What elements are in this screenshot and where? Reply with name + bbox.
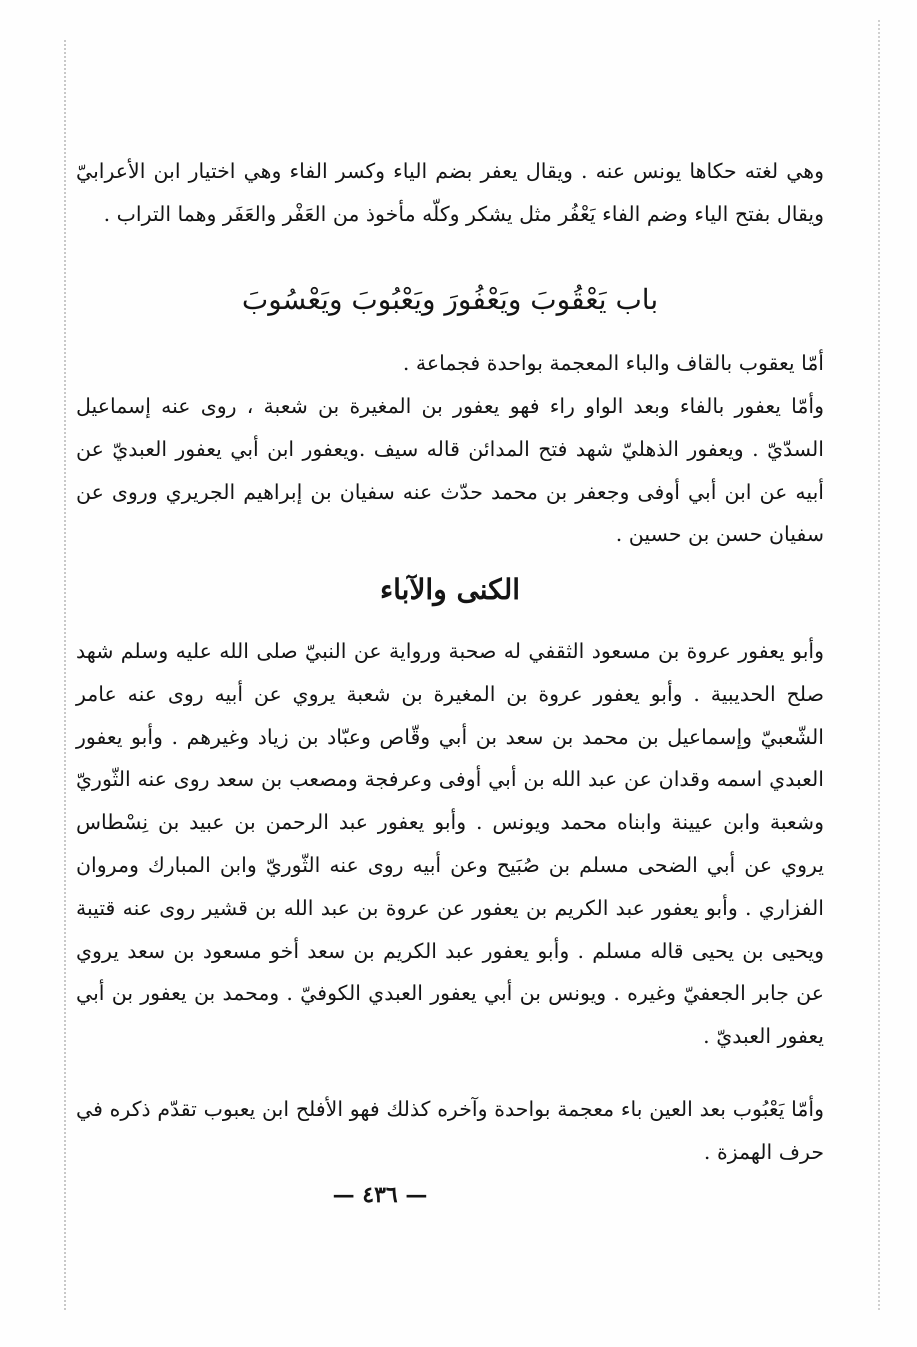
paragraph-opening: وهي لغته حكاها يونس عنه . ويقال يعفر بضم الياء وكسر الفاء وهي اختيار ابن الأعرابيّ ويقال بفتح الياء وضم الفاء يَعْفُر مثل يشكر وكلّه مأخوذ من العَفْر والعَفَر وهما التراب .: [76, 159, 824, 226]
paragraph-abu-yafur: وأبو يعفور عروة بن مسعود الثقفي له صحبة ورواية عن النبيّ صلى الله عليه وسلم شهد صلح الحديبية . وأبو يعفور عروة بن المغيرة بن شعبة يروي عن أبيه روى عنه عامر الشّعبيّ وإسماعيل بن محمد بن سعد بن أبي وقّاص وعبّاد بن زياد وغيرهم . وأبو يعفور العبدي اسمه وقدان عن عبد الله بن أبي أوفى وعرفجة ومصعب بن سعد روى عنه الثّوريّ وشعبة وابن عيينة وابناه محمد ويونس . وأبو يعفور عبد الرحمن بن عبيد بن نِسْطاس يروي عن أبي الضحى مسلم بن صُبَيح وعن أبيه روى عنه الثّوريّ وابن المبارك ومروان الفزاري . وأبو يعفور عبد الكريم بن يعفور عن عروة بن عبد الله بن قشير روى عنه قتيبة ويحيى بن يحيى قاله مسلم . وأبو يعفور عبد الكريم بن سعد أخو مسعود بن سعد يروي عن جابر الجعفيّ وغيره . ويونس بن أبي يعفور العبدي الكوفيّ . ومحمد بن يعفور بن أبي يعفور العبديّ .: [76, 639, 824, 1049]
paragraph-yabub: وأمّا يَعْبُوب بعد العين باء معجمة بواحدة وآخره كذلك فهو الأفلح ابن يعبوب تقدّم ذكره في حرف الهمزة .: [76, 1097, 824, 1164]
page-number: — ٤٣٦ —: [332, 1182, 428, 1208]
chapter-heading-bab: باب يَعْقُوبَ ويَعْفُورَ ويَعْبُوبَ ويَعْسُوبَ: [241, 283, 659, 316]
right-margin-rule: [878, 20, 880, 1310]
section-heading-kuna: الكنى والآباء: [379, 573, 521, 606]
paragraph-yafur: وأمّا يعفور بالفاء وبعد الواو راء فهو يعفور بن المغيرة بن شعبة ، روى عنه إسماعيل السدّيّ . ويعفور الذهليّ شهد فتح المدائن قاله سيف .ويعفور ابن أبي يعفور العبديّ عن أبيه عن ابن أبي أوفى وجعفر بن محمد حدّث عنه سفيان بن إبراهيم الجريري وروى عن سفيان حسن بن حسين .: [76, 394, 824, 547]
paragraph-yaqub: أمّا يعقوب بالقاف والباء المعجمة بواحدة فجماعة .: [402, 351, 824, 375]
left-margin-rule: [64, 40, 66, 1310]
